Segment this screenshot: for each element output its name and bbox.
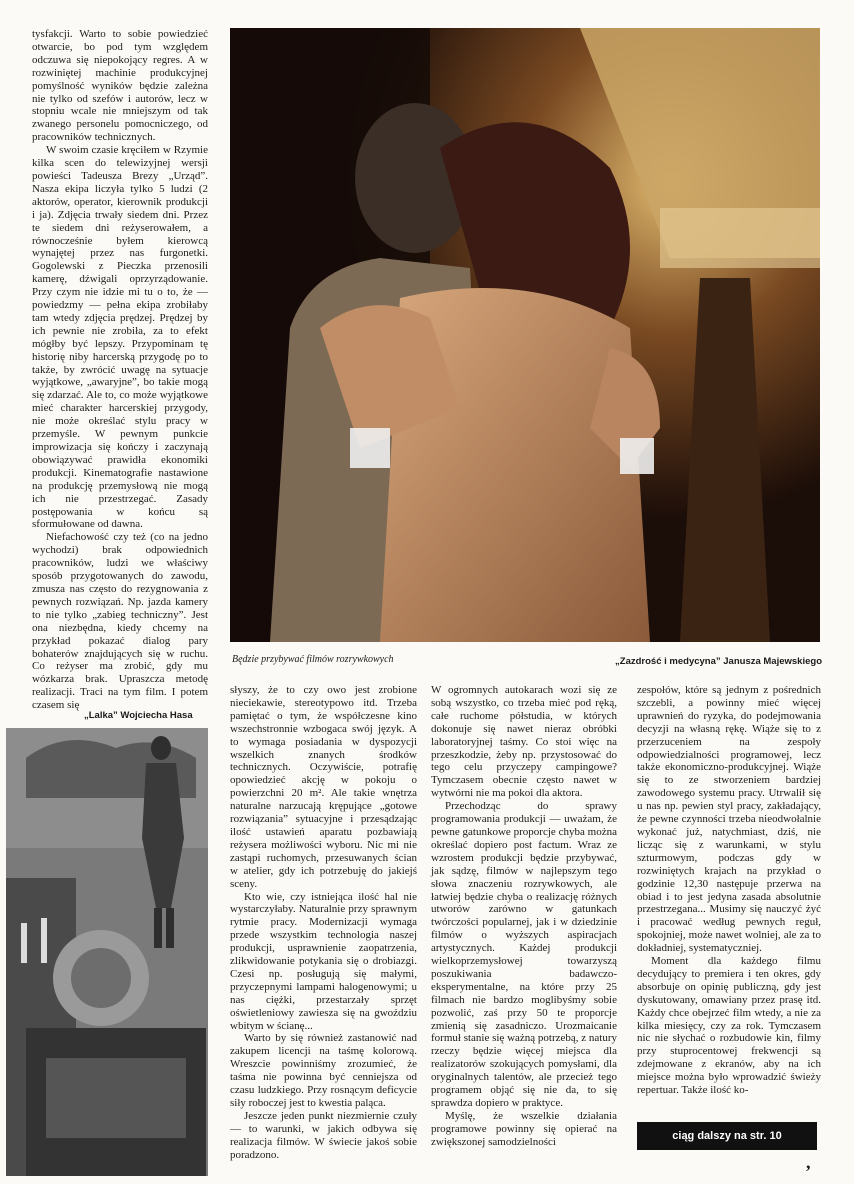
small-photo-illustration <box>6 728 208 1176</box>
small-photo <box>6 728 208 1176</box>
col1-paragraph-3: Niefachowość czy też (co na jedno wychodzi) brak odpowiednich pracowników, ludzi we właściwy sposób przygotowanych do zawodu, zmusza nas często do rezygnowania z pewnych rozwiązań. Np. jazda kamery to nie tylko „zabieg techniczny”. Jest ona niezbędna, kiedy chcemy na przykład pokazać dialog pary bohaterów znajdujących się w ruchu. Co reżyser ma zrobić, gdy mu wózkarza brak. Upraszcza metodę realizacji. Traci na tym film. I potem czasem się <box>32 531 208 712</box>
column-2 <box>230 684 417 1166</box>
col4-paragraph-1: zespołów, które są jednym z pośrednich szczebli, a powinny mieć więcej uprawnień do ryzyka, do podejmowania decyzji na własną rękę. Wiąże się to z przerzuceniem na zespoły odpowiedzialności programowej, lecz także ekonomiczno-produkcyjnej. Wiąże się to ze stworzeniem bardziej zawodowego systemu pracy. Utrwalił się u nas np. pewien styl pracy, zakładający, że pewne czynności trzeba nieodwołalnie wykonać już, natychmiast, dziś, nie licząc się z warunkami, w stylu szturmowym, podczas gdy w rozwiniętych krajach na przykład o godzinie 12,30 następuje przerwa na obiad i to jest jedyna zasada absolutnie przestrzegana... Musimy się nauczyć żyć i pracować według pewnych reguł, spokojniej, może nawet wolniej, ale za to dokładniej, systematyczniej. <box>637 684 821 955</box>
col1-paragraph-1: tysfakcji. Warto to sobie powiedzieć otwarcie, bo pod tym względem odczuwa się niepokojący regres. A w rozwiniętej machinie produkcyjnej pomyślność wyników będzie zależna nie tylko od szefów i autorów, lecz w stopniu wcale nie mniejszym od tak zwanego personelu pomocniczego, od pracowników technicznych. <box>32 28 208 144</box>
col2-paragraph-1: słyszy, że to czy owo jest zrobione nieciekawie, stereotypowo itd. Trzeba pamiętać o tym, że współczesne kino wszechstronnie wzbogaca swój język. A to wymaga posiadania w dyspozycji wszelkich znanych środków technicznych. Oczywiście, potrafię opowiedzieć akcję w pokoju o powierzchni 20 m². Ale takie wnętrza naturalne narzucają krępujące „gotowe rozwiązania” sytuacyjne i przesądzając ilość ustawień aparatu pozbawiają reżysera możliwości wyboru. Nic mi nie zastąpi ruchomych, przesuwanych ścian w atelier, gdy ich potrzebuję do jakiejś sceny. <box>230 684 417 890</box>
col2-paragraph-4: Jeszcze jeden punkt niezmiernie czuły — to warunki, w jakich odbywa się realizacja filmów. W świecie jakoś sobie poradzono. <box>230 1109 417 1161</box>
col4-paragraph-2: Moment dla każdego filmu decydujący to premiera i ten okres, gdy absorbuje on opinię publiczną, gdy jest dyskutowany, omawiany przez prasę itd. Każdy chce obejrzeć film wtedy, a nie za kilka miesięcy, czy za rok. Tymczasem nic nie słychać o rozbudowie kin, filmy przy stuprocentowej frekwencji są zdejmowane z ekranów, aby na ich miejsce można było wprowadzić świeży repertuar. Także ilość ko- <box>637 955 821 1097</box>
col2-paragraph-2: Kto wie, czy istniejąca ilość hal nie wystarczyłaby. Naturalnie przy sprawnym rytmie pracy. Modernizacji wymaga przede wszystkim technologia naszej produkcji, usprawnienie zaopatrzenia, zlikwidowanie potykania się o drobiazgi. Czesi np. posługują się małymi, przyczepnymi lampami halogenowymi; u nas ciężki, przestarzały sprzęt oświetleniowy zawiesza się na gwoździu wbitym w ścianę... <box>230 890 417 1032</box>
main-photo-caption-right: „Zazdrość i medycyna” Janusza Majewskiego <box>615 656 822 667</box>
main-photo-illustration <box>230 28 820 642</box>
column-3 <box>431 684 617 1166</box>
column-1 <box>32 28 208 712</box>
col1-paragraph-2: W swoim czasie kręciłem w Rzymie kilka scen do telewizyjnej wersji powieści Tadeusza Brezy „Urząd”. Nasza ekipa liczyła tylko 5 ludzi (2 aktorów, operator, kierownik produkcji i ja). Zdjęcia trwały siedem dni. Przez te siedem dni reżyserowałem, a równocześnie byłem kierowcą wynajętej przez nas furgonetki. Gogolewski z Pieczka przenosili kamerę, dźwigali oprzyrządowanie. Przy czym nie idzie mi tu o to, że — powiedzmy — pełna ekipa zrobiłaby tam wtedy zdjęcia prędzej. Prędzej by ich pewnie nie zrobiła, za to efekt mógłby być lepszy. Przypominam tę historię niby harcerską przygodę po to także, by zwrócić uwagę na sytuacje wyjątkowe, „awaryjne”, bo takie mogą się zdarzać. Ale to, co może wyjątkowe mieć charakter harcerskiej przygody, nie może określać stylu pracy w przemyśle. W pewnym punkcie improwizacja się kończy i zaczynają obowiązywać prawidła ekonomiki produkcji. Kinematografie nastawione na produkcję przemysłową nie mogą ich nie przestrzegać. Zasady postępowania w końcu są sformułowane od dawna. <box>32 144 208 531</box>
main-photo <box>230 28 820 642</box>
col3-paragraph-3: Myślę, że wszelkie działania programowe powinny się opierać na zwiększonej samodzielności <box>431 1109 617 1148</box>
col3-paragraph-2: Przechodząc do sprawy programowania produkcji — uważam, że pewne gatunkowe proporcje chyba można określać dopiero post factum. Wraz ze wzrostem produkcji będzie przybywać, jak sądzę, filmów w najlepszym tego słowa znaczeniu rozrywkowych, ale łatwiej będzie chyba o realizację różnych utworów zarówno w gatunkach twórczości popularnej, jak i w dziedzinie filmów o wyższych aspiracjach artystycznych. Każdej produkcji wielkoprzemysłowej towarzyszą poszukiwania badawczo-eksperymentalne, na które przy 25 filmach nie bardzo moglibyśmy sobie pozwolić, zaś przy 50 te proporcje zmienią się zasadniczo. Urozmaicanie formuł stanie się ważną potrzebą, z natury rzeczy będzie więcej miejsca dla realizatorów szokujących pomysłami, dla oryginalnych talentów, ale przecież tego programem objąć się nie da, to się sprawdza dopiero w praktyce. <box>431 800 618 1109</box>
main-photo-caption-left: Będzie przybywać filmów rozrywkowych <box>232 654 394 665</box>
small-photo-caption: „Lalka” Wojciecha Hasa <box>84 710 193 721</box>
page-mark: , <box>806 1152 811 1172</box>
col2-paragraph-3: Warto by się również zastanowić nad zakupem licencji na taśmę kolorową. Wreszcie powinniśmy zrozumieć, że taśma nie powinna być cenniejsza od czasu ludzkiego. Przy rosnącym deficycie siły roboczej jest to kwestia paląca. <box>230 1032 417 1109</box>
column-4 <box>637 684 821 1114</box>
col3-paragraph-1: W ogromnych autokarach wozi się ze sobą wszystko, co trzeba mieć pod ręką, całe ruchome półstudia, w których dokonuje się nawet nieraz obróbki laboratoryjnej taśmy. Co stoi więc na przeszkodzie, żeby np. przystosować do tego celu przyczepy campingowe? Tymczasem obecnie często nawet w wytwórni nie ma pokoi dla aktora. <box>431 684 617 800</box>
continued-box: ciąg dalszy na str. 10 <box>637 1122 817 1150</box>
